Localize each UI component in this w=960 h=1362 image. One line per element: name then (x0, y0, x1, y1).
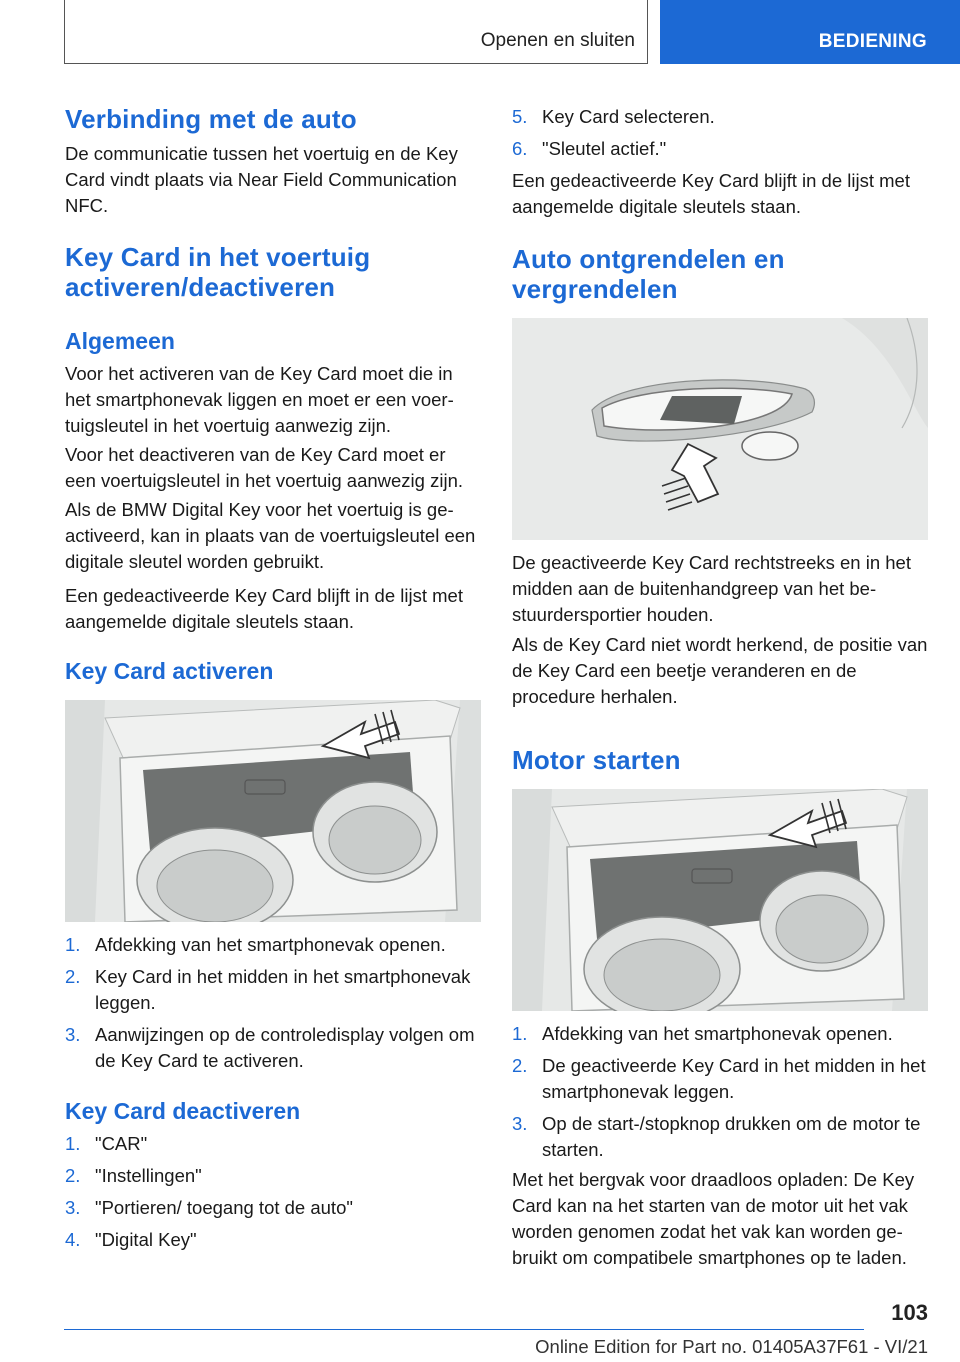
deactivate-steps-continued (512, 104, 928, 162)
paragraph-hold-card: De geactiveerde Key Card rechtstreeks en in het midden aan de buitenhandgreep van het bestuurdersportier houden. (512, 552, 911, 625)
deactivate-steps (65, 1131, 481, 1253)
footer-divider (64, 1329, 864, 1330)
list-item: 3. Op de start-/stopknop drukken om de motor te starten. (512, 1113, 921, 1160)
list-item: 3. "Portieren/ toegang tot de auto" (65, 1197, 353, 1218)
paragraph-general-4: Een gedeactiveerde Key Card blijft in de lijst met aangemelde digitale sleutels staan. (65, 585, 463, 632)
section-title: Openen en sluiten (480, 30, 635, 51)
heading-key-card-deactiveren: Key Card deactiveren (65, 1098, 301, 1124)
figure-smartphone-compartment (65, 700, 481, 922)
edition-footer: Online Edition for Part no. 01405A37F61 - VI/21 (535, 1336, 928, 1357)
start-compartment-illustration (512, 789, 928, 1011)
list-item: 5. Key Card selecteren. (512, 106, 715, 127)
paragraph-general-3: Als de BMW Digital Key voor het voertuig is geactiveerd, kan in plaats van de voertuigsleutel een digitale sleutel worden gebruikt. (65, 499, 476, 572)
door-handle-illustration (512, 318, 928, 540)
paragraph-wireless-charging: Met het bergvak voor draadloos opladen: De Key Card kan na het starten van de motor uit het vak worden genomen zodat het vak kan worden gebruikt om compatibele smartphones op te laden. (512, 1169, 915, 1268)
start-steps (512, 1021, 928, 1163)
paragraph-not-recognized: Als de Key Card niet wordt herkend, de positie van de Key Card een beetje veranderen en de procedure herhalen. (512, 634, 928, 707)
chapter-tab-label: BEDIENING (818, 31, 927, 52)
heading-ontgrendelen: Auto ontgrendelen en vergrendelen (512, 244, 785, 304)
list-item: 1. Afdekking van het smartphonevak openen. (65, 934, 446, 955)
chapter-tab[interactable] (660, 0, 960, 64)
list-item: 2. De geactiveerde Key Card in het midden in het smartphonevak leggen. (512, 1055, 926, 1102)
heading-verbinding: Verbinding met de auto (65, 104, 357, 134)
page-number: 103 (891, 1300, 928, 1325)
activate-steps (65, 932, 481, 1074)
heading-key-card-activeren: Key Card activeren (65, 658, 274, 684)
smartphone-compartment-illustration (65, 700, 481, 922)
header-frame (64, 0, 648, 64)
list-item: 2. "Instellingen" (65, 1165, 202, 1186)
list-item: 4. "Digital Key" (65, 1229, 197, 1250)
paragraph-nfc: De communicatie tussen het voertuig en de Key Card vindt plaats via Near Field Communication NFC. (65, 143, 458, 216)
paragraph-general-1: Voor het activeren van de Key Card moet die in het smartphonevak liggen en moet er een voertuigsleutel in het voertuig aanwezig zijn. (65, 363, 454, 436)
heading-motor-starten: Motor starten (512, 745, 681, 775)
heading-algemeen: Algemeen (65, 328, 175, 354)
list-item: 1. Afdekking van het smartphonevak openen. (512, 1023, 893, 1044)
paragraph-general-2: Voor het deactiveren van de Key Card moet er een voertuigsleutel in het voertuig aanwezig zijn. (65, 444, 463, 491)
figure-start-compartment (512, 789, 928, 1011)
list-item: 3. Aanwijzingen op de controledisplay volgen om de Key Card te activeren. (65, 1024, 475, 1071)
paragraph-deactivated-list: Een gedeactiveerde Key Card blijft in de lijst met aangemelde digitale sleutels staan. (512, 170, 910, 217)
figure-door-handle (512, 318, 928, 540)
list-item: 2. Key Card in het midden in het smartphonevak leggen. (65, 966, 471, 1013)
heading-activeren-deactiveren: Key Card in het voertuig activeren/deactiveren (65, 242, 371, 302)
list-item: 6. "Sleutel actief." (512, 138, 667, 159)
list-item: 1. "CAR" (65, 1133, 148, 1154)
